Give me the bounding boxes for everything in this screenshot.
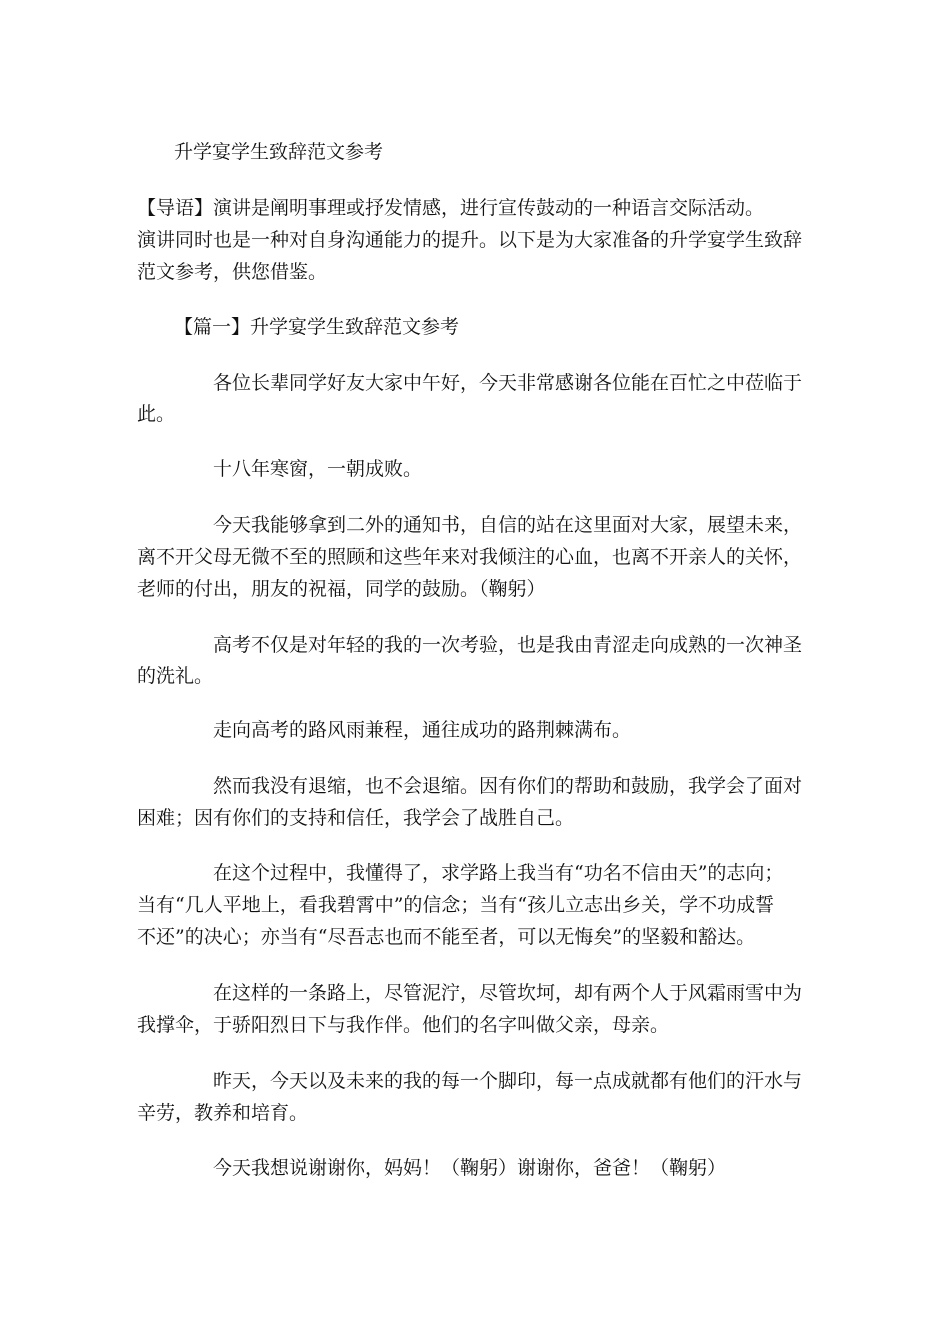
paragraph-line: 老师的付出，朋友的祝福，同学的鼓励。（鞠躬） xyxy=(137,578,546,600)
paragraph-line: 此。 xyxy=(137,403,176,425)
document-title: 升学宴学生致辞范文参考 xyxy=(174,141,384,163)
paragraph-line: 在这样的一条路上，尽管泥泞，尽管坎坷，却有两个人于风霜雨雪中为 xyxy=(213,982,803,1004)
paragraph-line: 十八年寒窗，一朝成败。 xyxy=(213,458,423,480)
intro-line-2: 演讲同时也是一种对自身沟通能力的提升。以下是为大家准备的升学宴学生致辞 xyxy=(137,229,803,251)
intro-line-3: 范文参考，供您借鉴。 xyxy=(137,261,328,283)
paragraph-line: 在这个过程中，我懂得了，求学路上我当有“功名不信由天”的志向； xyxy=(213,862,784,884)
paragraph-line: 昨天，今天以及未来的我的每一个脚印，每一点成就都有他们的汗水与 xyxy=(213,1070,803,1092)
paragraph-line: 的洗礼。 xyxy=(137,665,214,687)
paragraph-line: 我撑伞，于骄阳烈日下与我作伴。他们的名字叫做父亲，母亲。 xyxy=(137,1014,670,1036)
paragraph-line: 辛劳，教养和培育。 xyxy=(137,1102,309,1124)
paragraph-line: 今天我想说谢谢你，妈妈！（鞠躬）谢谢你，爸爸！（鞠躬） xyxy=(213,1157,727,1179)
intro-line-1: 【导语】演讲是阐明事理或抒发情感，进行宣传鼓动的一种语言交际活动。 xyxy=(137,197,765,219)
paragraph-line: 走向高考的路风雨兼程，通往成功的路荆棘满布。 xyxy=(213,719,632,741)
paragraph-line: 离不开父母无微不至的照顾和这些年来对我倾注的心血，也离不开亲人的关怀， xyxy=(137,546,803,568)
paragraph-line: 当有“几人平地上，看我碧霄中”的信念；当有“孩儿立志出乡关，学不功成誓 xyxy=(137,894,775,916)
section-heading: 【篇一】升学宴学生致辞范文参考 xyxy=(174,316,460,338)
paragraph-line: 今天我能够拿到二外的通知书，自信的站在这里面对大家，展望未来， xyxy=(213,514,803,536)
paragraph-line: 各位长辈同学好友大家中午好，今天非常感谢各位能在百忙之中莅临于 xyxy=(213,372,803,394)
paragraph-line: 高考不仅是对年轻的我的一次考验，也是我由青涩走向成熟的一次神圣 xyxy=(213,634,803,656)
paragraph-line: 不还”的决心；亦当有“尽吾志也而不能至者，可以无悔矣”的坚毅和豁达。 xyxy=(137,926,756,948)
paragraph-line: 困难；因有你们的支持和信任，我学会了战胜自己。 xyxy=(137,807,575,829)
paragraph-line: 然而我没有退缩，也不会退缩。因有你们的帮助和鼓励，我学会了面对 xyxy=(213,775,803,797)
